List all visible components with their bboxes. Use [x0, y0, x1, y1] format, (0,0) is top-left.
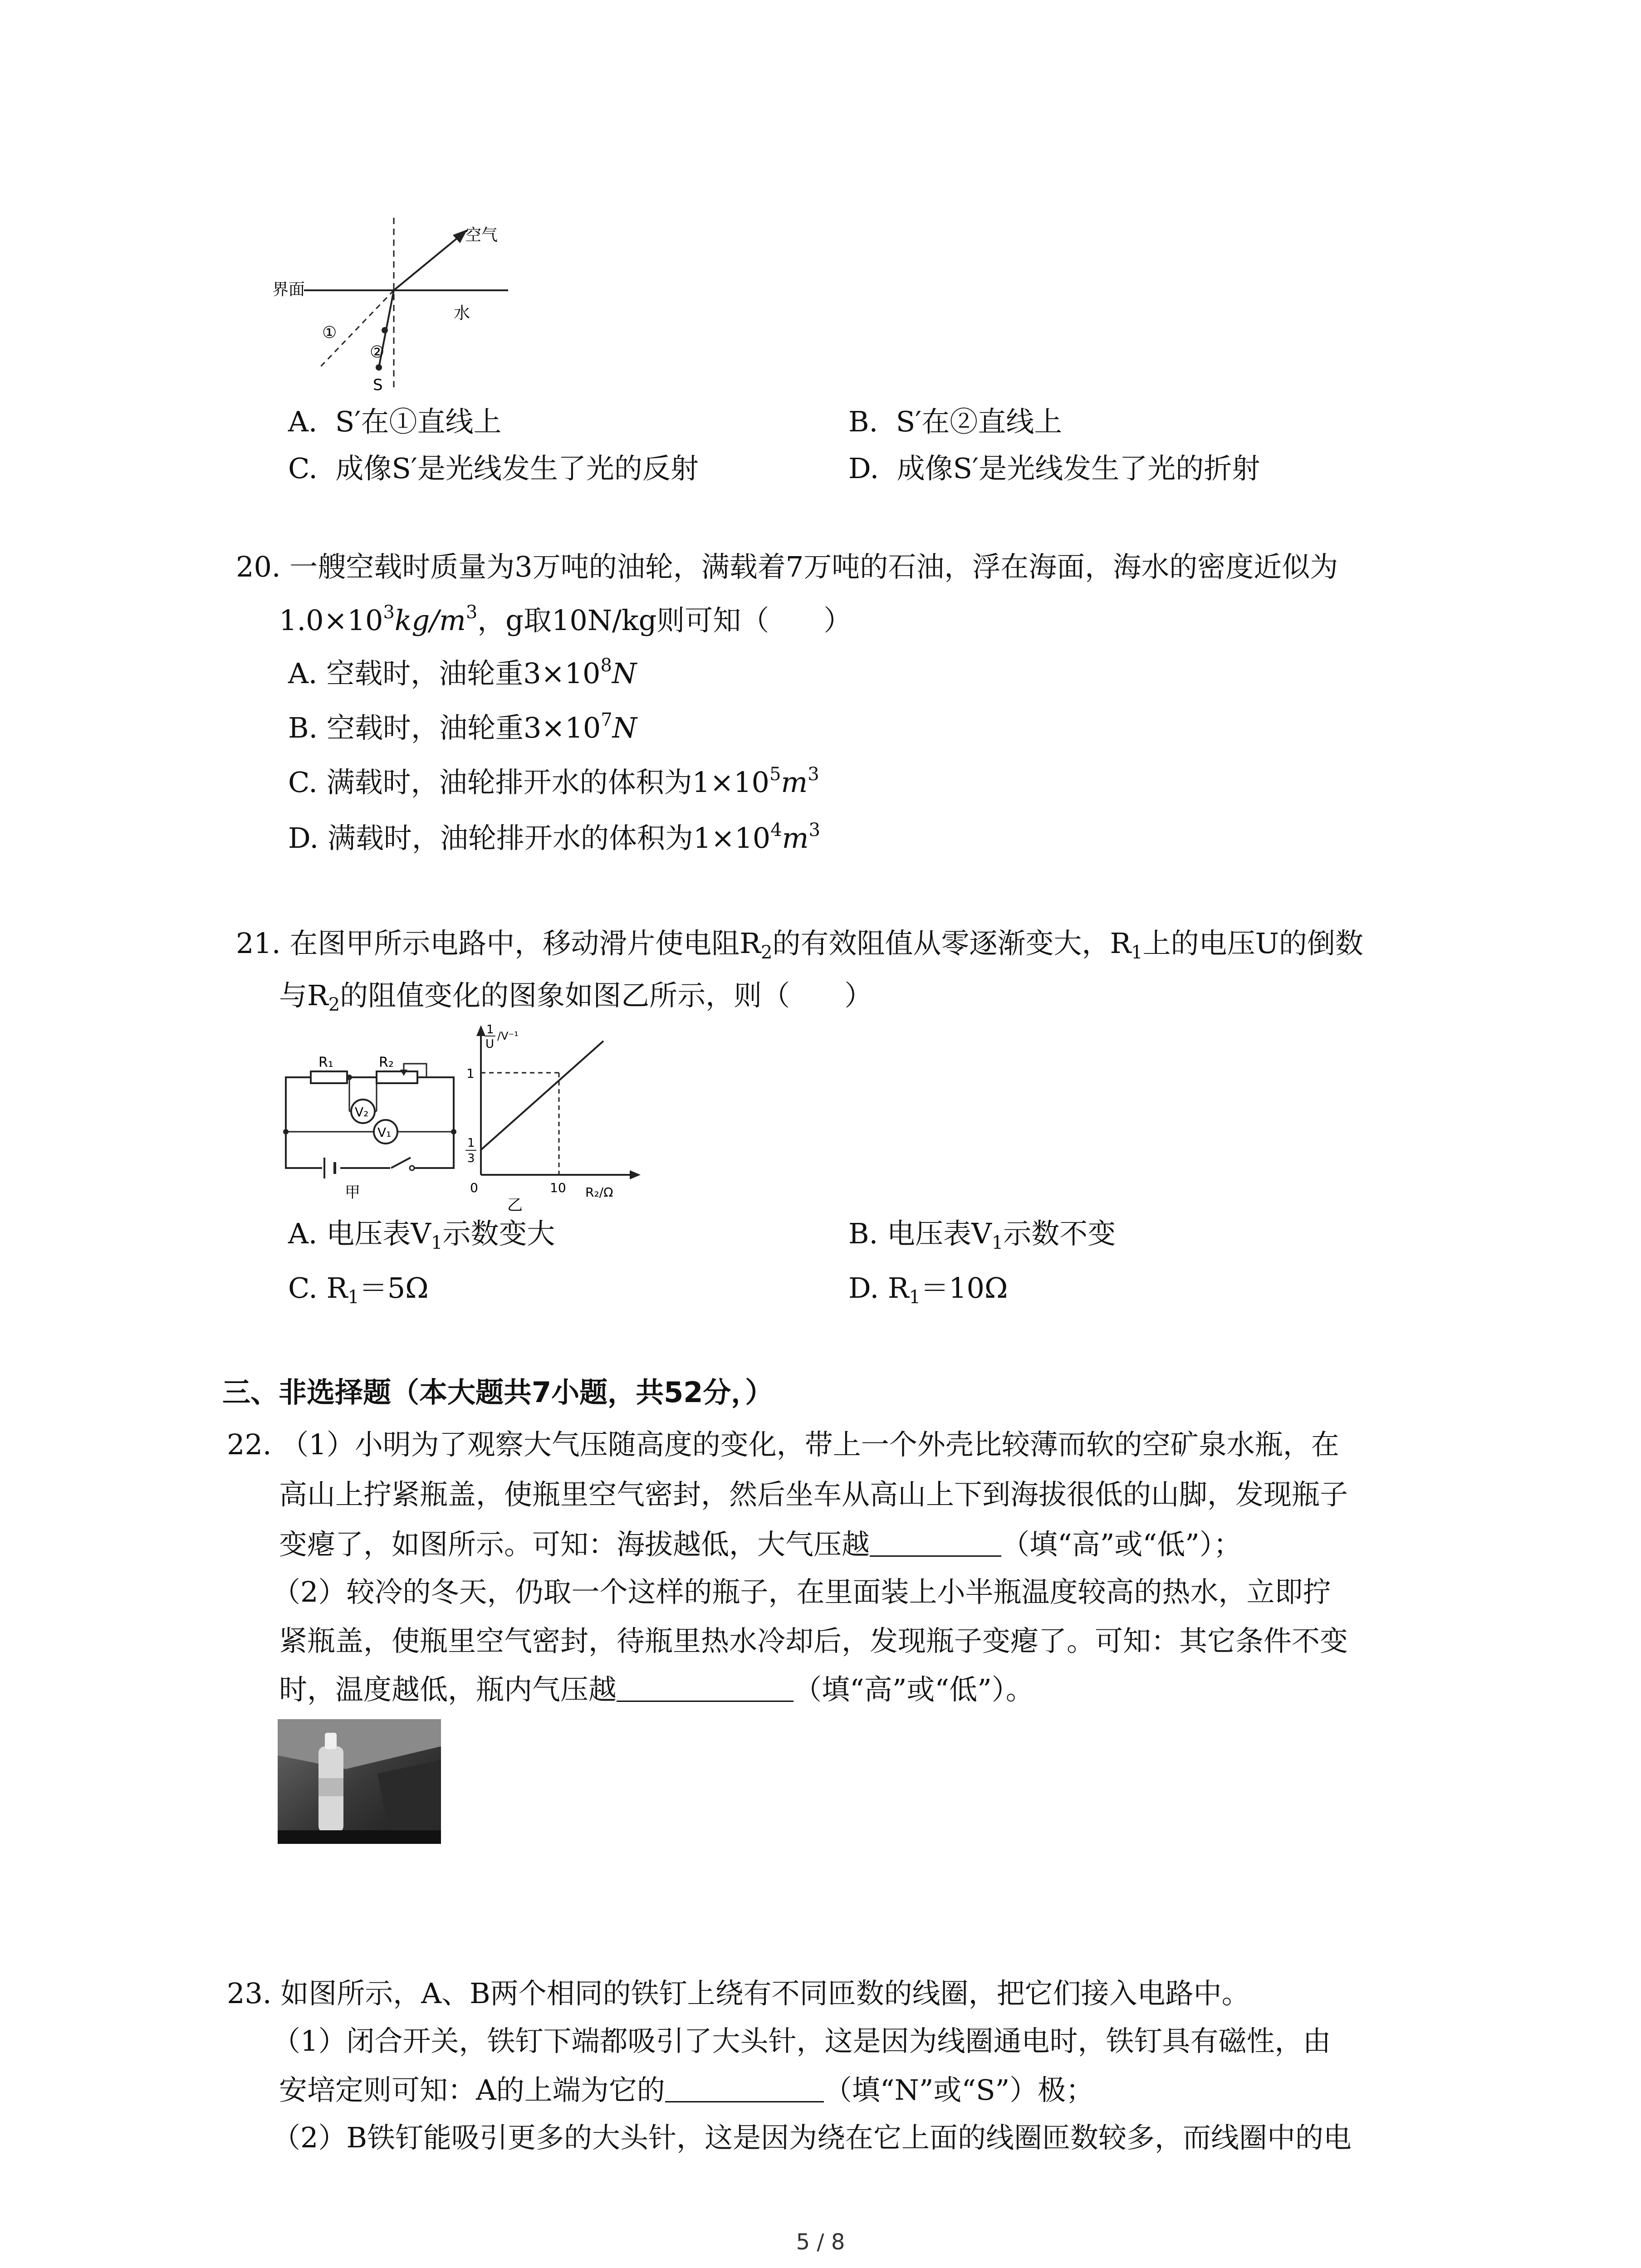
q21-option-c[interactable]: C. $R_1=5\Omega$	[288, 1271, 429, 1308]
q22-line2: 高山上拧紧瓶盖，使瓶里空气密封，然后坐车从高山上下到海拔很低的山脚，发现瓶子	[279, 1478, 1348, 1511]
q22-line5: 紧瓶盖，使瓶里空气密封，待瓶里热水冷却后，发现瓶子变瘪了。可知：其它条件不变	[279, 1624, 1348, 1657]
page-number: 5 / 8	[796, 2229, 845, 2255]
q20-option-d[interactable]: D. 满载时，油轮排开水的体积为$1\times 10^4m^3$	[288, 820, 820, 855]
q23-blank-1[interactable]	[665, 2074, 824, 2102]
q21-stem-line1: 21. 在图甲所示电路中，移动滑片使电阻$R_2$的有效阻值从零逐渐变大，$R_1$上的电压U的倒数	[236, 927, 1363, 963]
refraction-figure	[272, 213, 526, 395]
q21-option-b[interactable]: B. 电压表$V_1$示数不变	[848, 1217, 1116, 1253]
label-air: 空气	[465, 226, 498, 244]
ylabel-unit: /V⁻¹	[497, 1030, 519, 1042]
tick-y13-den: 3	[467, 1152, 475, 1165]
q21-stem-line2: 与$R_2$的阻值变化的图象如图乙所示，则（ ）	[279, 979, 873, 1015]
ylabel-num: 1	[486, 1023, 494, 1036]
label-jia: 甲	[345, 1183, 360, 1202]
label-s: S	[373, 376, 383, 394]
tick-y1: 1	[466, 1066, 475, 1081]
label-v1: V₁	[377, 1125, 392, 1140]
q20-stem-line1: 20. 一艘空载时质量为3万吨的油轮，满载着7万吨的石油，浮在海面，海水的密度近似为	[236, 550, 1338, 583]
q21-option-d[interactable]: D. $R_1=10\Omega$	[848, 1271, 1008, 1308]
label-v2: V₂	[355, 1105, 369, 1119]
q23-line4: （2）B铁钉能吸引更多的大头针，这是因为绕在它上面的线圈匝数较多，而线圈中的电	[272, 2121, 1352, 2154]
q22-blank-1[interactable]	[870, 1528, 1001, 1557]
q19-option-a[interactable]: A. S′在①直线上	[288, 405, 502, 438]
q23-line3: 安培定则可知：A的上端为它的 （填“N”或“S”）极；	[279, 2073, 1094, 2107]
label-r1: R₁	[318, 1055, 333, 1070]
tick-y13-num: 1	[467, 1136, 475, 1150]
image-dot	[382, 327, 388, 333]
q22-line6: 时，温度越低，瓶内气压越 （填“高”或“低”）。	[279, 1673, 1034, 1706]
label-water: 水	[454, 304, 470, 323]
q21-option-a[interactable]: A. 电压表$V_1$示数变大	[288, 1217, 555, 1253]
xlabel: R₂/Ω	[585, 1185, 613, 1200]
label-yi: 乙	[507, 1196, 523, 1214]
q20-stem-line2: $1.0\times 10^3kg/m^3$，g取10N/kg则可知（ ）	[279, 602, 852, 637]
q22-blank-2[interactable]	[617, 1673, 794, 1702]
q20-option-b[interactable]: B. 空载时，油轮重$3\times 10^7N$	[288, 709, 637, 744]
switch-pivot	[410, 1166, 414, 1170]
point-s-dot	[376, 364, 382, 371]
junction-dot-2	[347, 1075, 352, 1080]
label-interface: 界面	[272, 280, 305, 299]
x-axis-arrow	[630, 1170, 641, 1179]
y-axis-arrow	[476, 1025, 485, 1036]
q19-option-d[interactable]: D. 成像S′是光线发生了光的折射	[848, 452, 1260, 485]
bottle-photo	[278, 1719, 441, 1844]
tick-x0: 0	[470, 1180, 478, 1195]
q20-option-a[interactable]: A. 空载时，油轮重$3\times 10^8N$	[288, 655, 637, 690]
q20-option-c[interactable]: C. 满载时，油轮排开水的体积为$1\times 10^5m^3$	[288, 764, 819, 799]
refracted-ray	[394, 234, 463, 290]
q19-option-b[interactable]: B. S′在②直线上	[848, 405, 1063, 438]
circuit-figure	[277, 1052, 467, 1202]
resistor-r1	[311, 1071, 347, 1083]
section-3-title: 三、非选择题（本大题共7小题，共52分，）	[222, 1376, 774, 1409]
ylabel-den: U	[485, 1037, 495, 1051]
tick-x10: 10	[550, 1180, 566, 1195]
resistor-r2	[377, 1071, 417, 1083]
q22-line1: 22. （1）小明为了观察大气压随高度的变化，带上一个外壳比较薄而软的空矿泉水瓶，在	[227, 1428, 1339, 1461]
q19-option-c[interactable]: C. 成像S′是光线发生了光的反射	[288, 452, 699, 485]
label-2: ②	[370, 343, 385, 362]
graph-line	[481, 1041, 603, 1150]
junction-dot-1	[283, 1129, 289, 1134]
q22-line4: （2）较冷的冬天，仍取一个这样的瓶子，在里面装上小半瓶温度较高的热水，立即拧	[272, 1575, 1331, 1608]
q23-line1: 23. 如图所示，A、B两个相同的铁钉上绕有不同匝数的线圈，把它们接入电路中。	[227, 1977, 1250, 2010]
q23-line2: （1）闭合开关，铁钉下端都吸引了大头针，这是因为线圈通电时，铁钉具有磁性，由	[272, 2024, 1331, 2058]
q22-line3: 变瘪了，如图所示。可知：海拔越低，大气压越 （填“高”或“低”）；	[279, 1528, 1242, 1561]
circuit-outer-loop	[286, 1077, 454, 1168]
label-1: ①	[322, 323, 337, 342]
label-r2: R₂	[379, 1055, 394, 1070]
graph-figure	[454, 1021, 644, 1216]
